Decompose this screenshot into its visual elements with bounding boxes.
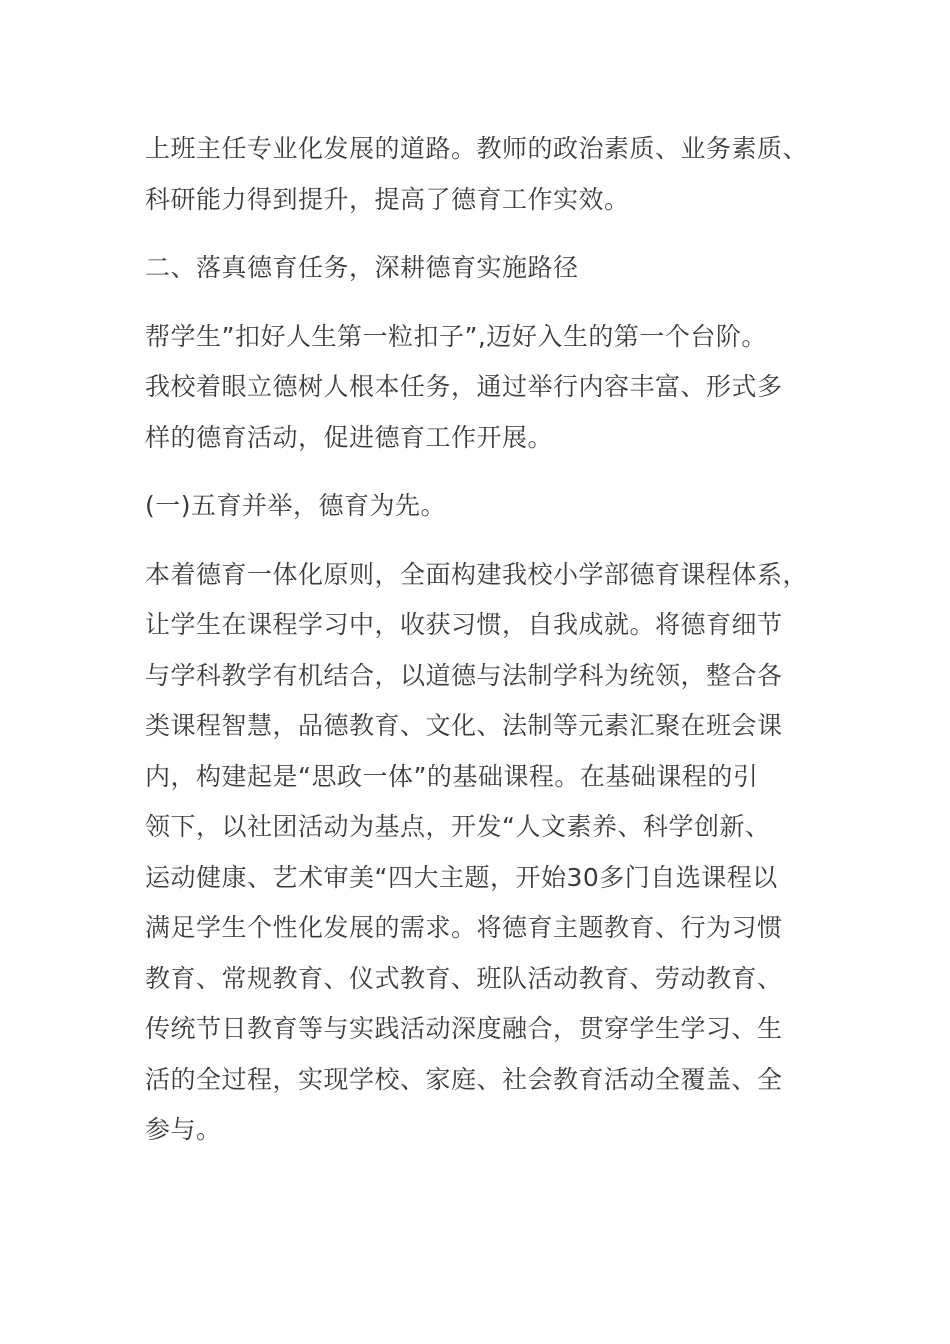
text-line: 内，构建起是“思政一体”的基础课程。在基础课程的引	[145, 761, 759, 791]
paragraph-2	[145, 312, 805, 464]
text-line: 让学生在课程学习中，收获习惯，自我成就。将德育细节	[145, 610, 783, 639]
text-line: 运动健康、艺术审美“四大主题，开始30多门自选课程以	[145, 862, 778, 892]
text-line: 参与。	[145, 1115, 222, 1144]
text-line: 领下，以社团活动为基点，开发“人文素养、科学创新、	[145, 812, 771, 841]
text-line: 教育、常规教育、仪式教育、班队活动教育、劳动教育、	[145, 963, 783, 993]
text-line: 帮学生”扣好人生第一粒扣子”,迈好入生的第一个台阶。	[145, 321, 767, 351]
text-line: 我校着眼立德树人根本任务，通过举行内容丰富、形式多	[145, 372, 783, 401]
section-heading	[145, 243, 805, 294]
paragraph-1	[145, 124, 809, 225]
text-line: 传统节日教育等与实践活动深度融合，贯穿学生学习、生	[145, 1014, 783, 1043]
text-line: 本着德育一体化原则，全面构建我校小学部德育课程体系，	[145, 559, 809, 589]
text-line: 满足学生个性化发展的需求。将德育主题教育、行为习惯	[145, 913, 783, 942]
heading-line: 二、落真德育任务，深耕德育实施路径	[145, 253, 579, 282]
text-line: 科研能力得到提升，提高了德育工作实效。	[145, 184, 630, 214]
text-line: 活的全过程，实现学校、家庭、社会教育活动全覆盖、全	[145, 1064, 783, 1094]
text-line: 与学科教学有机结合，以道德与法制学科为统领，整合各	[145, 660, 783, 690]
document-body	[145, 124, 809, 1174]
subsection-heading	[145, 481, 805, 532]
text-line: 上班主任专业化发展的道路。教师的政治素质、业务素质、	[145, 134, 809, 163]
text-line: 样的德育活动，促进德育工作开展。	[145, 422, 554, 452]
heading-line: (一)五育并举，德育为先。	[145, 491, 447, 520]
paragraph-3	[145, 550, 809, 1156]
text-line: 类课程智慧，品德教育、文化、法制等元素汇聚在班会课	[145, 711, 783, 740]
